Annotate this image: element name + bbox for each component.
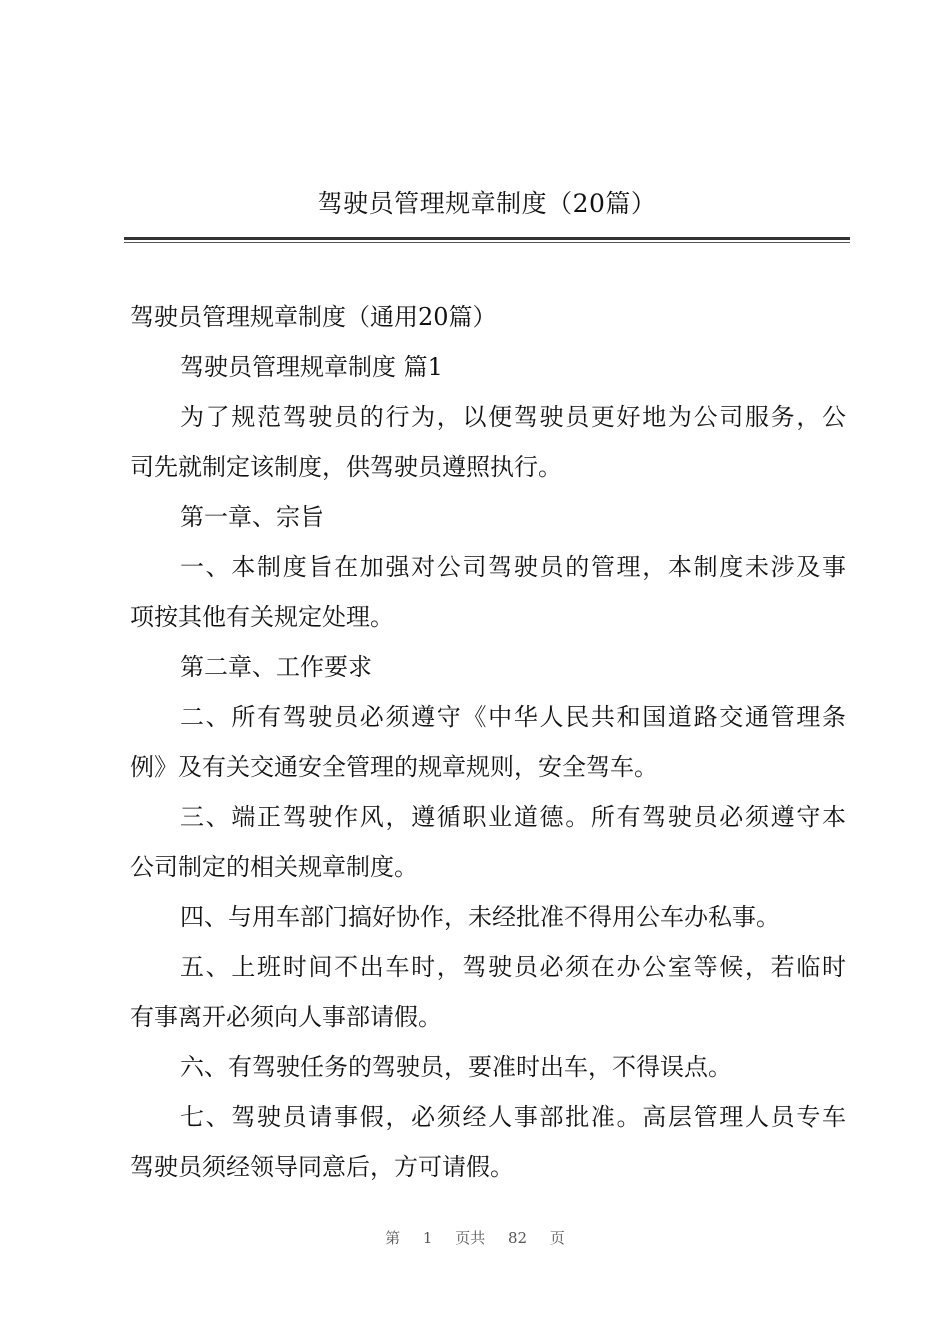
paragraph-line: 为了规范驾驶员的行为，以便驾驶员更好地为公司服务，公 — [180, 403, 846, 431]
title-rule-thick — [124, 237, 850, 240]
chapter-heading: 第一章、宗旨 — [180, 503, 324, 531]
paragraph-line: 驾驶员须经领导同意后，方可请假。 — [130, 1153, 514, 1181]
footer-suffix: 页 — [549, 1229, 565, 1247]
document-subtitle: 驾驶员管理规章制度（通用20篇） — [130, 303, 497, 331]
paragraph-line: 一、本制度旨在加强对公司驾驶员的管理，本制度未涉及事 — [180, 553, 846, 581]
paragraph-line: 五、上班时间不出车时，驾驶员必须在办公室等候，若临时 — [180, 953, 846, 981]
paragraph-line: 三、端正驾驶作风，遵循职业道德。所有驾驶员必须遵守本 — [180, 803, 846, 831]
footer-page-number: 1 — [422, 1229, 433, 1247]
paragraph-line: 例》及有关交通安全管理的规章规则，安全驾车。 — [130, 753, 658, 781]
footer-prefix: 第 — [385, 1229, 401, 1247]
paragraph-line: 司先就制定该制度，供驾驶员遵照执行。 — [130, 453, 562, 481]
paragraph-line: 二、所有驾驶员必须遵守《中华人民共和国道路交通管理条 — [180, 703, 846, 731]
paragraph-line: 公司制定的相关规章制度。 — [130, 853, 418, 881]
chapter-heading: 第二章、工作要求 — [180, 653, 372, 681]
paragraph-line: 有事离开必须向人事部请假。 — [130, 1003, 442, 1031]
footer-total-pages: 82 — [508, 1229, 528, 1247]
paragraph-line: 七、驾驶员请事假，必须经人事部批准。高层管理人员专车 — [180, 1103, 846, 1131]
footer-middle: 页共 — [455, 1229, 486, 1247]
paragraph-line: 六、有驾驶任务的驾驶员，要准时出车，不得误点。 — [180, 1053, 732, 1081]
page-footer — [0, 1226, 950, 1250]
section-heading: 驾驶员管理规章制度 篇1 — [180, 353, 443, 381]
paragraph-line: 项按其他有关规定处理。 — [130, 603, 394, 631]
document-body — [130, 292, 846, 1192]
paragraph-line: 四、与用车部门搞好协作，未经批准不得用公车办私事。 — [180, 903, 780, 931]
title-rule-thin — [124, 242, 850, 243]
document-title: 驾驶员管理规章制度（20篇） — [317, 189, 657, 218]
